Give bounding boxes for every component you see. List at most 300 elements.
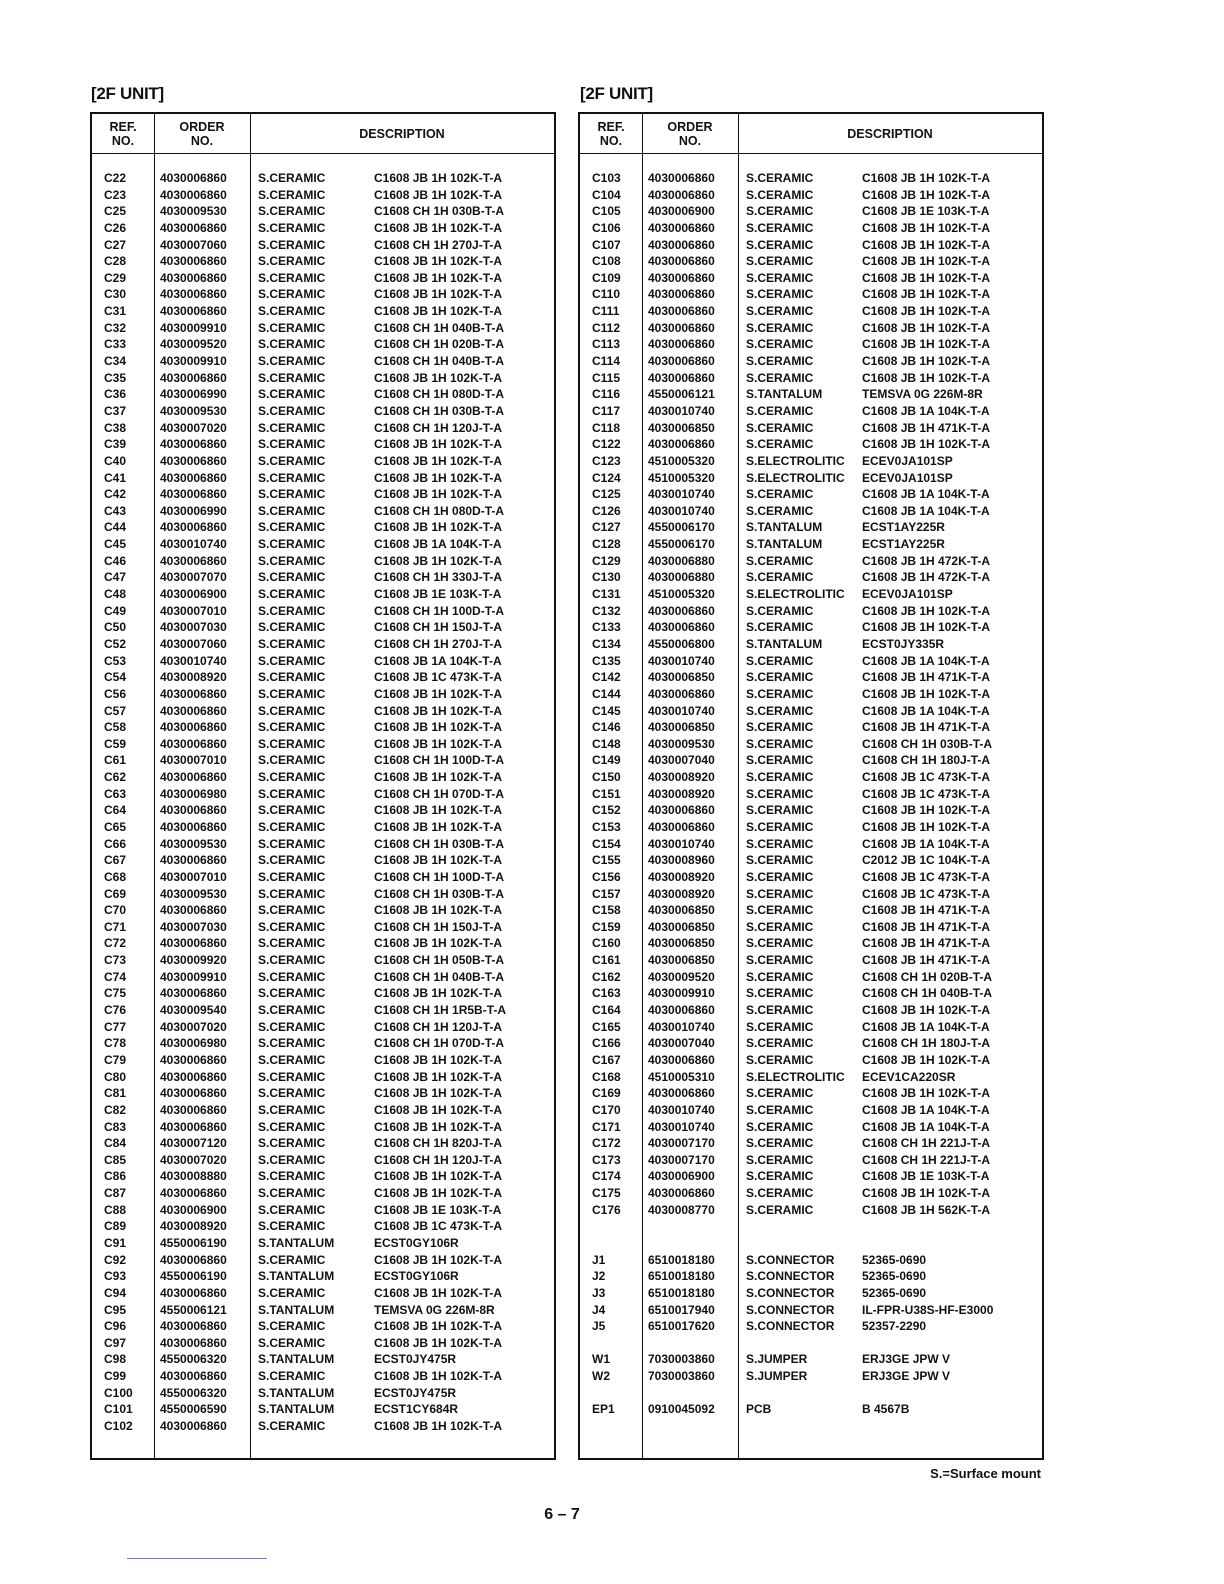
ref-no-cell: C69 [104,886,127,901]
table-row [580,170,1042,187]
type-cell: S.CERAMIC [258,770,326,785]
part-number-cell: C1608 JB 1H 102K-T-A [374,1169,503,1184]
type-cell: S.CERAMIC [746,1202,814,1217]
type-cell: S.CERAMIC [258,503,326,518]
type-cell: S.CERAMIC [258,836,326,851]
ref-no-cell: C59 [104,736,127,751]
order-no-cell: 4550006320 [160,1385,227,1400]
table-row [92,1418,554,1435]
type-cell: S.CERAMIC [746,1019,814,1034]
part-number-cell: C1608 JB 1H 102K-T-A [374,171,503,185]
type-cell: S.CERAMIC [746,803,814,818]
type-cell: S.CERAMIC [258,1052,326,1067]
table-row [580,420,1042,437]
type-cell: S.CERAMIC [746,187,814,202]
order-no-cell: 4030006860 [160,1086,227,1101]
order-no-cell: 4030006980 [160,786,227,801]
table-row [92,1135,554,1152]
table-row [92,969,554,986]
ref-no-cell: C54 [104,670,127,685]
type-cell: S.CERAMIC [258,1285,326,1300]
part-number-cell: C1608 JB 1C 473K-T-A [862,786,991,801]
type-cell: S.CERAMIC [258,553,326,568]
part-number-cell: C1608 CH 1H 180J-T-A [862,753,991,768]
type-cell: S.CERAMIC [746,1003,814,1018]
order-no-cell: 4030006860 [160,903,227,918]
ref-no-cell: C150 [592,770,621,785]
part-number-cell: C1608 JB 1H 102K-T-A [374,770,503,785]
part-number-cell: C1608 CH 1H 080D-T-A [374,387,505,402]
part-number-cell: C1608 JB 1C 473K-T-A [862,770,991,785]
ref-no-cell: C148 [592,736,621,751]
type-cell: S.CERAMIC [746,1152,814,1167]
type-cell: S.ELECTROLITIC [746,470,845,485]
ref-no-cell: C158 [592,903,621,918]
table-row [92,1401,554,1418]
ref-no-cell: C111 [592,304,620,319]
part-number-cell: C1608 JB 1H 102K-T-A [374,1285,503,1300]
table-row [580,786,1042,803]
table-row [92,220,554,237]
table-row [92,403,554,420]
table-row [580,403,1042,420]
ref-no-cell: C175 [592,1186,621,1201]
table-row [92,1102,554,1119]
table-row [92,719,554,736]
ref-no-cell: C83 [104,1119,127,1134]
order-no-cell: 4030006850 [648,420,715,435]
order-no-cell: 4510005310 [648,1069,715,1084]
part-number-cell: C1608 CH 1H 100D-T-A [374,603,505,618]
ref-no-cell: C167 [592,1052,621,1067]
order-no-cell: 4030006850 [648,903,715,918]
table-row [580,886,1042,903]
ref-no-cell: C86 [104,1169,127,1184]
table-row [92,1185,554,1202]
table-row [580,1202,1042,1219]
table-row [580,453,1042,470]
type-cell: S.CERAMIC [258,270,326,285]
order-no-cell: 4030007040 [648,1036,715,1051]
part-number-cell: C1608 CH 1H 100D-T-A [374,753,505,768]
ref-no-cell: C95 [104,1302,127,1317]
type-cell: S.CERAMIC [746,936,814,951]
part-number-cell: ERJ3GE JPW V [862,1369,951,1384]
order-no-cell: 4030006860 [648,237,715,252]
table-row [92,703,554,720]
order-no-cell: 4030007010 [160,603,227,618]
ref-no-cell: C151 [592,786,621,801]
ref-no-cell: C79 [104,1052,127,1067]
part-number-cell: C1608 CH 1H 100D-T-A [374,869,505,884]
table-row [580,736,1042,753]
ref-no-cell: C107 [592,237,621,252]
order-no-cell: 4030006860 [160,304,227,319]
ref-no-cell: C70 [104,903,127,918]
order-no-cell: 7030003860 [648,1352,715,1367]
ref-no-cell: C72 [104,936,127,951]
table-row [580,536,1042,553]
type-cell: S.CERAMIC [258,437,326,452]
ref-no-cell: C156 [592,869,621,884]
order-no-cell: 4030006980 [160,1036,227,1051]
table-row [92,786,554,803]
order-no-cell: 4030007030 [160,919,227,934]
order-no-cell: 4030006900 [160,587,227,602]
ref-no-cell: C154 [592,836,621,851]
part-number-cell: C1608 JB 1E 103K-T-A [374,587,502,602]
part-number-cell: C1608 JB 1C 473K-T-A [374,1219,503,1234]
table-row [92,453,554,470]
order-no-cell: 4550006121 [648,387,715,402]
part-number-cell: C1608 JB 1A 104K-T-A [862,1019,990,1034]
order-no-cell: 4030010740 [648,703,715,718]
table-row [580,703,1042,720]
part-number-cell: C1608 JB 1H 471K-T-A [862,420,991,435]
part-number-cell: C1608 CH 1H 030B-T-A [374,204,505,219]
ref-no-cell: C106 [592,220,621,235]
type-cell: S.CERAMIC [746,254,814,269]
table-row [92,1302,554,1319]
ref-no-cell: C48 [104,587,127,602]
order-no-cell: 4030009520 [160,337,227,352]
order-no-cell: 4030006860 [160,1369,227,1384]
table-row [92,519,554,536]
type-cell: S.CERAMIC [746,1119,814,1134]
part-number-cell: C1608 CH 1H 080D-T-A [374,503,505,518]
ref-no-cell: C76 [104,1003,127,1018]
part-number-cell: C1608 CH 1H 040B-T-A [374,320,505,335]
part-number-cell: C1608 CH 1H 050B-T-A [374,953,505,968]
order-no-cell: 4030006860 [648,254,715,269]
ref-no-cell: C152 [592,803,621,818]
table-row [580,1302,1042,1319]
table-row [92,603,554,620]
type-cell: S.CERAMIC [746,703,814,718]
order-no-cell: 4030009530 [160,204,227,219]
part-number-cell: 52365-0690 [862,1252,927,1267]
table-row [92,1002,554,1019]
part-number-cell: C1608 JB 1H 102K-T-A [862,304,991,319]
type-cell: S.CERAMIC [258,387,326,402]
order-no-cell: 4030006860 [160,1285,227,1300]
table-row [92,1351,554,1368]
type-cell: S.CERAMIC [258,587,326,602]
order-no-cell: 4030010740 [648,1019,715,1034]
table-row-spacer [580,1218,1042,1235]
table-row [92,952,554,969]
ref-no-cell: C26 [104,220,127,235]
order-no-cell: 4550006590 [160,1402,227,1417]
part-number-cell: ECST1CY684R [374,1402,459,1417]
type-cell: S.CERAMIC [258,819,326,834]
ref-no-cell: C28 [104,254,127,269]
ref-no-cell: C93 [104,1269,127,1284]
table-row [92,752,554,769]
order-no-cell: 4030007170 [648,1136,715,1151]
part-number-cell: C1608 JB 1H 102K-T-A [374,487,503,502]
ref-no-cell: C164 [592,1003,621,1018]
order-no-cell: 4030006860 [160,1119,227,1134]
part-number-cell: C1608 JB 1E 103K-T-A [862,204,990,219]
type-cell: S.TANTALUM [746,636,823,651]
type-cell: S.CERAMIC [258,736,326,751]
part-number-cell: C1608 JB 1H 102K-T-A [374,1069,503,1084]
order-no-cell: 4030006900 [648,204,715,219]
table-row [92,286,554,303]
decorative-rule [127,1558,267,1559]
table-row [92,203,554,220]
order-no-cell: 4030006860 [648,370,715,385]
part-number-cell: C1608 JB 1H 102K-T-A [374,903,503,918]
order-no-cell: 4030006860 [648,270,715,285]
order-no-cell: 4030006860 [648,620,715,635]
ref-no-cell: C108 [592,254,621,269]
type-cell: S.CERAMIC [746,620,814,635]
table-row [92,1318,554,1335]
order-no-cell: 4030007120 [160,1136,227,1151]
order-no-cell: 4030006860 [648,1052,715,1067]
ref-no-cell: C127 [592,520,621,535]
part-number-cell: C1608 JB 1H 562K-T-A [862,1202,991,1217]
type-cell: S.CERAMIC [258,187,326,202]
order-no-cell: 4550006320 [160,1352,227,1367]
part-number-cell: C1608 JB 1H 102K-T-A [374,1119,503,1134]
order-no-cell: 4550006170 [648,537,715,552]
ref-no-cell: C68 [104,869,127,884]
order-no-cell: 4030006850 [648,953,715,968]
ref-no-cell: C116 [592,387,621,402]
ref-no-cell: C75 [104,986,127,1001]
part-number-cell: C1608 JB 1H 102K-T-A [374,736,503,751]
part-number-cell: C1608 JB 1H 102K-T-A [862,1003,991,1018]
ref-no-cell: C52 [104,636,127,651]
order-no-cell: 4030006860 [160,453,227,468]
part-number-cell: C1608 JB 1H 102K-T-A [862,1186,991,1201]
table-row [580,935,1042,952]
ref-no-cell: C153 [592,819,621,834]
left-unit-title: [2F UNIT] [91,84,164,103]
part-number-cell: C1608 JB 1H 102K-T-A [374,1252,503,1267]
table-row [92,486,554,503]
type-cell: S.CERAMIC [746,420,814,435]
order-no-cell: 4030009540 [160,1003,227,1018]
table-row [92,1069,554,1086]
part-number-cell: C1608 JB 1H 102K-T-A [862,287,991,302]
type-cell: S.TANTALUM [258,1269,335,1284]
part-number-cell: ECEV0JA101SP [862,470,953,485]
table-row [580,470,1042,487]
order-no-cell: 4030006850 [648,720,715,735]
type-cell: S.CERAMIC [258,1086,326,1101]
type-cell: S.CERAMIC [746,487,814,502]
table-row [580,586,1042,603]
type-cell: S.CERAMIC [258,354,326,369]
table-row [92,1285,554,1302]
order-no-cell: 4030006850 [648,936,715,951]
type-cell: S.CERAMIC [746,1102,814,1117]
part-number-cell: C1608 JB 1H 102K-T-A [374,304,503,319]
part-number-cell: C1608 JB 1H 471K-T-A [862,903,991,918]
part-number-cell: C1608 CH 1H 030B-T-A [862,736,993,751]
ref-no-cell: C130 [592,570,621,585]
type-cell: S.CERAMIC [258,1019,326,1034]
ref-no-cell: C31 [104,304,127,319]
type-cell: S.CERAMIC [746,570,814,585]
order-no-cell: 4030009530 [160,403,227,418]
table-row [92,736,554,753]
type-cell: S.CERAMIC [258,1219,326,1234]
order-no-cell: 4030006990 [160,387,227,402]
table-row [92,686,554,703]
part-number-cell: C1608 JB 1H 471K-T-A [862,953,991,968]
part-number-cell: C1608 JB 1A 104K-T-A [862,503,990,518]
type-cell: S.CERAMIC [746,337,814,352]
header-order-no: ORDER NO. [179,119,225,148]
table-row [92,420,554,437]
part-number-cell: C1608 CH 1H 820J-T-A [374,1136,503,1151]
ref-no-cell: W1 [592,1352,610,1367]
type-cell: S.CERAMIC [258,1319,326,1334]
table-row [580,653,1042,670]
table-row [580,1085,1042,1102]
table-row [580,486,1042,503]
ref-no-cell: C169 [592,1086,621,1101]
part-number-cell: C1608 JB 1H 471K-T-A [862,670,991,685]
type-cell: S.CERAMIC [746,670,814,685]
ref-no-cell: C176 [592,1202,621,1217]
part-number-cell: C1608 JB 1H 102K-T-A [374,270,503,285]
table-row [92,536,554,553]
table-row [580,719,1042,736]
ref-no-cell: C87 [104,1186,127,1201]
table-row [92,1152,554,1169]
order-no-cell: 4030008920 [648,770,715,785]
ref-no-cell: C163 [592,986,621,1001]
part-number-cell: C1608 JB 1H 102K-T-A [862,187,991,202]
part-number-cell: C1608 JB 1H 102K-T-A [862,354,991,369]
ref-no-cell: C80 [104,1069,127,1084]
part-number-cell: C1608 JB 1H 102K-T-A [862,437,991,452]
header-ref-no: REF. NO. [109,119,137,148]
type-cell: S.CONNECTOR [746,1302,835,1317]
order-no-cell: 4030006860 [648,1003,715,1018]
order-no-cell: 4510005320 [648,470,715,485]
part-number-cell: C1608 JB 1H 102K-T-A [862,1086,991,1101]
type-cell: S.CERAMIC [746,287,814,302]
part-number-cell: C1608 JB 1H 102K-T-A [374,1052,503,1067]
part-number-cell: C1608 JB 1H 102K-T-A [374,187,503,202]
part-number-cell: C1608 CH 1H 1R5B-T-A [374,1003,507,1018]
ref-no-cell: C103 [592,171,621,185]
order-no-cell: 4030007020 [160,1019,227,1034]
part-number-cell: ECEV0JA101SP [862,587,953,602]
order-no-cell: 4030006860 [160,803,227,818]
type-cell: S.CERAMIC [258,986,326,1001]
type-cell: S.CERAMIC [258,337,326,352]
table-row [580,969,1042,986]
order-no-cell: 4030006860 [160,686,227,701]
order-no-cell: 4030006850 [648,919,715,934]
type-cell: S.TANTALUM [746,387,823,402]
part-number-cell: C1608 JB 1H 102K-T-A [862,686,991,701]
type-cell: S.CERAMIC [258,1369,326,1384]
order-no-cell: 4030007020 [160,1152,227,1167]
ref-no-cell: C67 [104,853,127,868]
part-number-cell: C1608 JB 1E 103K-T-A [374,1202,502,1217]
ref-no-cell: C155 [592,853,621,868]
table-row [92,569,554,586]
table-row [580,1368,1042,1385]
ref-no-cell: C166 [592,1036,621,1051]
part-number-cell: C1608 JB 1H 102K-T-A [374,370,503,385]
table-row [580,353,1042,370]
part-number-cell: C1608 CH 1H 020B-T-A [374,337,505,352]
order-no-cell: 4550006170 [648,520,715,535]
table-row [580,1185,1042,1202]
order-no-cell: 4030006860 [648,1086,715,1101]
order-no-cell: 4550006190 [160,1269,227,1284]
ref-no-cell: C64 [104,803,127,818]
ref-no-cell: C41 [104,470,127,485]
order-no-cell: 4030006900 [160,1202,227,1217]
table-row [580,1102,1042,1119]
ref-no-cell: C38 [104,420,127,435]
ref-no-cell: C114 [592,354,621,369]
order-no-cell: 4030006880 [648,570,715,585]
part-number-cell: C1608 CH 1H 030B-T-A [374,886,505,901]
table-row [580,819,1042,836]
part-number-cell: C1608 JB 1H 102K-T-A [374,936,503,951]
table-row [580,1152,1042,1169]
ref-no-cell: C157 [592,886,621,901]
part-number-cell: C1608 JB 1H 472K-T-A [862,570,991,585]
table-row-spacer [580,1335,1042,1352]
order-no-cell: 4030007010 [160,869,227,884]
part-number-cell: ECST1AY225R [862,537,945,552]
order-no-cell: 4030007060 [160,636,227,651]
part-number-cell: C1608 JB 1C 473K-T-A [374,670,503,685]
order-no-cell: 4030006860 [648,320,715,335]
part-number-cell: C1608 JB 1H 102K-T-A [374,819,503,834]
type-cell: S.CERAMIC [258,220,326,235]
part-number-cell: C1608 JB 1H 102K-T-A [862,1052,991,1067]
table-row [92,669,554,686]
table-row [580,952,1042,969]
table-row-spacer [580,1385,1042,1402]
order-no-cell: 4030006860 [160,1069,227,1084]
ref-no-cell: C56 [104,686,127,701]
type-cell: S.CONNECTOR [746,1319,835,1334]
table-row [92,586,554,603]
order-no-cell: 4030009920 [160,953,227,968]
order-no-cell: 4030006850 [648,670,715,685]
part-number-cell: C1608 CH 1H 150J-T-A [374,919,503,934]
order-no-cell: 4030009910 [648,986,715,1001]
part-number-cell: C1608 CH 1H 270J-T-A [374,237,503,252]
table-row [92,336,554,353]
type-cell: S.CERAMIC [258,1252,326,1267]
type-cell: S.CERAMIC [258,254,326,269]
part-number-cell: C1608 JB 1A 104K-T-A [862,703,990,718]
part-number-cell: C1608 JB 1H 102K-T-A [374,254,503,269]
part-number-cell: ECST0GY106R [374,1236,459,1250]
order-no-cell: 4030009530 [160,836,227,851]
table-row [580,1168,1042,1185]
order-no-cell: 4030006860 [160,1419,227,1434]
part-number-cell: C1608 JB 1H 102K-T-A [374,437,503,452]
type-cell: S.CERAMIC [746,1086,814,1101]
